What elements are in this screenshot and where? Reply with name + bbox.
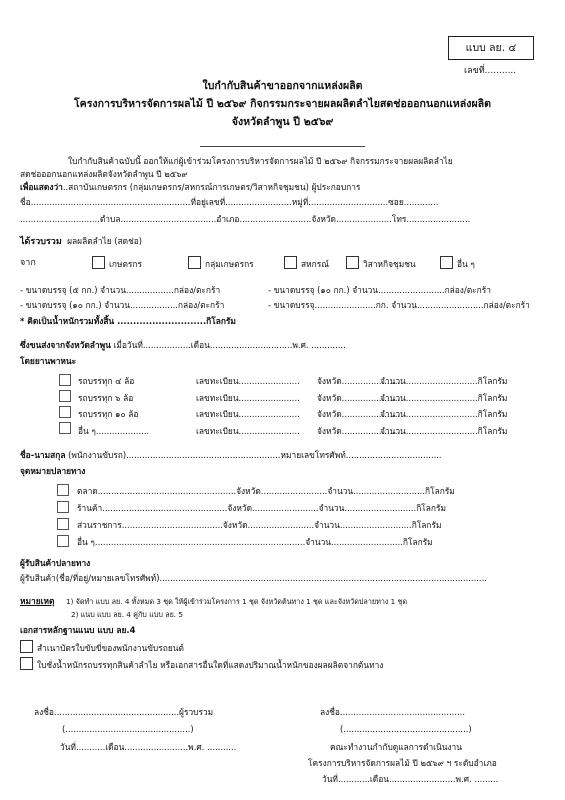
vehicle-10wheel-label: รถบรรทุก ๑๐ ล้อ: [78, 409, 139, 419]
evidence-label: เอกสารหลักฐานแนบ แบบ ลย.4: [20, 625, 136, 635]
vehicle-plate[interactable]: เลขทะเบียน.......................: [196, 426, 300, 436]
vehicle-quantity[interactable]: จำนวน...........................กิโลกรัม: [380, 409, 508, 419]
checkbox[interactable]: [92, 256, 105, 269]
name-address-line[interactable]: ชื่อ............................................................ที่อยู่เลขที่.........................หมู่ที่..............................ซอย.............: [20, 197, 439, 207]
vehicle-6wheel-label: รถบรรทุก ๖ ล้อ: [78, 393, 134, 403]
receiver-line[interactable]: ผู้รับสินค้า(ชื่อ/ที่อยู่/หมายเลขโทรศัพท์)...........................................................................................................................: [20, 573, 487, 583]
sign-right-date[interactable]: วันที่............เดือน.........................พ.ศ. .........: [322, 774, 499, 784]
source-farmer-group[interactable]: กลุ่มเกษตรกร: [188, 256, 254, 270]
vehicle-4wheel-label: รถบรรทุก ๔ ล้อ: [78, 376, 135, 386]
sign-left-name[interactable]: (...............................................): [62, 724, 194, 734]
vehicle-province[interactable]: จังหวัด.......................: [317, 376, 403, 386]
source-farmer[interactable]: เกษตรกร: [92, 256, 142, 270]
checkbox[interactable]: [284, 256, 297, 269]
dest-shop-checkbox[interactable]: [57, 501, 69, 513]
vehicle-province[interactable]: จังหวัด.......................: [317, 426, 403, 436]
intro-line-2: สดช่อออกนอกแหล่งผลิตจังหวัดลำพูน ปี ๒๕๖๙: [20, 169, 188, 179]
vehicle-quantity[interactable]: จำนวน...........................กิโลกรัม: [380, 426, 508, 436]
dest-government-line[interactable]: ส่วนราชการ......................................จังหวัด.........................จำนวน...........................กิโลกรัม: [77, 520, 442, 530]
title-line-1: ใบกำกับสินค้าขาออกจากแหล่งผลิต: [202, 80, 363, 92]
transport-date-line[interactable]: ซึ่งขนส่งจากจังหวัดลำพูน เมื่อวันที่..................เดือน...............................พ.ศ. .............: [20, 340, 346, 350]
dest-government-checkbox[interactable]: [57, 518, 69, 530]
checkbox[interactable]: [440, 256, 453, 269]
vehicle-plate[interactable]: เลขทะเบียน.......................: [196, 393, 300, 403]
title-line-2: โครงการบริหารจัดการผลไม้ ปี ๒๕๖๙ กิจกรรมกระจายผลผลิตลำไยสดช่อออกนอกแหล่งผลิต: [73, 98, 492, 110]
proof-label: เพื่อแสดงว่า: [20, 182, 63, 192]
subdistrict-line[interactable]: ..............................ตำบล....................................อำเภอ...........................จังหวัด.....................โทร........................: [20, 214, 471, 224]
vehicle-other-label[interactable]: อื่น ๆ....................: [78, 426, 150, 436]
sign-right-name[interactable]: (...............................................): [340, 724, 472, 734]
vehicle-quantity[interactable]: จำนวน...........................กิโลกรัม: [380, 393, 508, 403]
dest-market-checkbox[interactable]: [57, 484, 69, 496]
source-other[interactable]: อื่น ๆ: [440, 256, 475, 270]
vehicle-10wheel-checkbox[interactable]: [59, 406, 71, 418]
checkbox[interactable]: [188, 256, 201, 269]
vehicle-plate[interactable]: เลขทะเบียน.......................: [196, 376, 300, 386]
evidence-license[interactable]: สำเนาบัตรใบขับขี่ของพนักงานขับรถยนต์: [20, 640, 184, 654]
source-community-enterprise[interactable]: วิสาหกิจชุมชน: [346, 256, 416, 270]
sign-right-role: คณะทำงานกำกับดูแลการดำเนินงาน: [330, 742, 462, 752]
vehicle-label: โดยยานพาหนะ: [20, 356, 77, 366]
dest-shop-line[interactable]: ร้านค้า...............................................จังหวัด.........................จำนวน...........................กิโลกรัม: [77, 503, 447, 513]
vehicle-other-checkbox[interactable]: [59, 422, 71, 434]
vehicle-quantity[interactable]: จำนวน...........................กิโลกรัม: [380, 376, 508, 386]
notes-label: หมายเหตุ: [20, 596, 55, 606]
document-number: เลขที่...........: [464, 66, 517, 76]
dest-other-line[interactable]: อื่น ๆ...............................................................................จำนวน...........................กิโลกรัม: [77, 537, 433, 547]
pack-10kg-line[interactable]: - ขนาดบรรจุ (๑๐ กก.) จำนวน..................กล่อง/ตะกร้า: [20, 300, 225, 310]
title-underline: [200, 146, 365, 147]
proof-line: [20, 182, 360, 193]
vehicle-plate[interactable]: เลขทะเบียน.......................: [196, 409, 300, 419]
receiver-label: ผู้รับสินค้าปลายทาง: [20, 558, 91, 568]
checkbox[interactable]: [20, 640, 33, 653]
note-2: 2) แนบ แบบ ลย. 4 คู่กับ แบบ ลย. 5: [71, 610, 183, 619]
collected-product: ผลผลิตลำไย (สดช่อ): [67, 236, 143, 246]
title-line-3: จังหวัดลำพูน ปี ๒๕๖๙: [231, 116, 334, 128]
sign-right-project: โครงการบริหารจัดการผลไม้ ปี ๒๕๖๙ ฯ ระดับอำเภอ: [308, 758, 497, 768]
intro-line-1: ใบกำกับสินค้าฉบับนี้ ออกให้แก่ผู้เข้าร่วมโครงการบริหารจัดการผลไม้ ปี ๒๕๖๙ กิจกรรมกระจายผลผลิตลำไย: [68, 156, 453, 166]
source-cooperative[interactable]: สหกรณ์: [284, 256, 329, 270]
vehicle-province[interactable]: จังหวัด.......................: [317, 409, 403, 419]
vehicle-province[interactable]: จังหวัด.......................: [317, 393, 403, 403]
dest-other-checkbox[interactable]: [57, 535, 69, 547]
destination-label: จุดหมายปลายทาง: [20, 466, 86, 476]
vehicle-4wheel-checkbox[interactable]: [59, 374, 71, 386]
form-code-box: แบบ ลย. ๔: [448, 36, 534, 60]
collected-label: ได้รวบรวม: [20, 237, 62, 247]
total-weight-line[interactable]: * คิดเป็นน้ำหนักรวมทั้งสิ้น ............................กิโลกรัม: [20, 316, 236, 326]
collected-line: [20, 236, 142, 248]
sign-left-line[interactable]: ลงชื่อ...............................................ผู้รวบรวม: [34, 707, 214, 717]
pack-custom-line[interactable]: - ขนาดบรรจุ.......................กก. จำนวน.........................กล่อง/ตะกร้า: [268, 300, 530, 310]
proof-text: ..สถาบันเกษตรกร (กลุ่มเกษตรกร/สหกรณ์การเกษตร/วิสาหกิจชุมชน) ผู้ประกอบการ: [62, 182, 361, 192]
from-label: จาก: [20, 258, 36, 268]
note-1: 1) จัดทำ แบบ ลย. 4 ทั้งหมด 3 ชุด ให้ผู้เข้าร่วมโครงการ 1 ชุด จังหวัดต้นทาง 1 ชุด และจังหวัดปลายทาง 1 ชุด: [66, 597, 408, 606]
driver-line[interactable]: ชื่อ-นามสกุล (พนักงานขับรถ)..........................................................หมายเลขโทรศัพท์....................................: [20, 450, 442, 460]
sign-left-date[interactable]: วันที่...........เดือน........................พ.ศ. ...........: [60, 742, 237, 752]
pack-5kg-line[interactable]: - ขนาดบรรจุ (๕ กก.) จำนวน..................กล่อง/ตะกร้า: [20, 285, 221, 295]
vehicle-6wheel-checkbox[interactable]: [59, 390, 71, 402]
dest-market-line[interactable]: ตลาด....................................................จังหวัด.........................จำนวน...........................กิโลกรัม: [77, 486, 455, 496]
evidence-weight-ticket[interactable]: ใบชั่งน้ำหนักรถบรรทุกสินค้าลำไย หรือเอกสารอื่นใดที่แสดงปริมาณน้ำหนักของผลผลิตจากต้นทาง: [20, 657, 383, 671]
pack-10kg-right-line[interactable]: - ขนาดบรรจุ (๑๐ กก.) จำนวน.........................กล่อง/ตะกร้า: [268, 285, 491, 295]
checkbox[interactable]: [346, 256, 359, 269]
sign-right-line[interactable]: ลงชื่อ...............................................: [320, 707, 466, 717]
checkbox[interactable]: [20, 657, 33, 670]
